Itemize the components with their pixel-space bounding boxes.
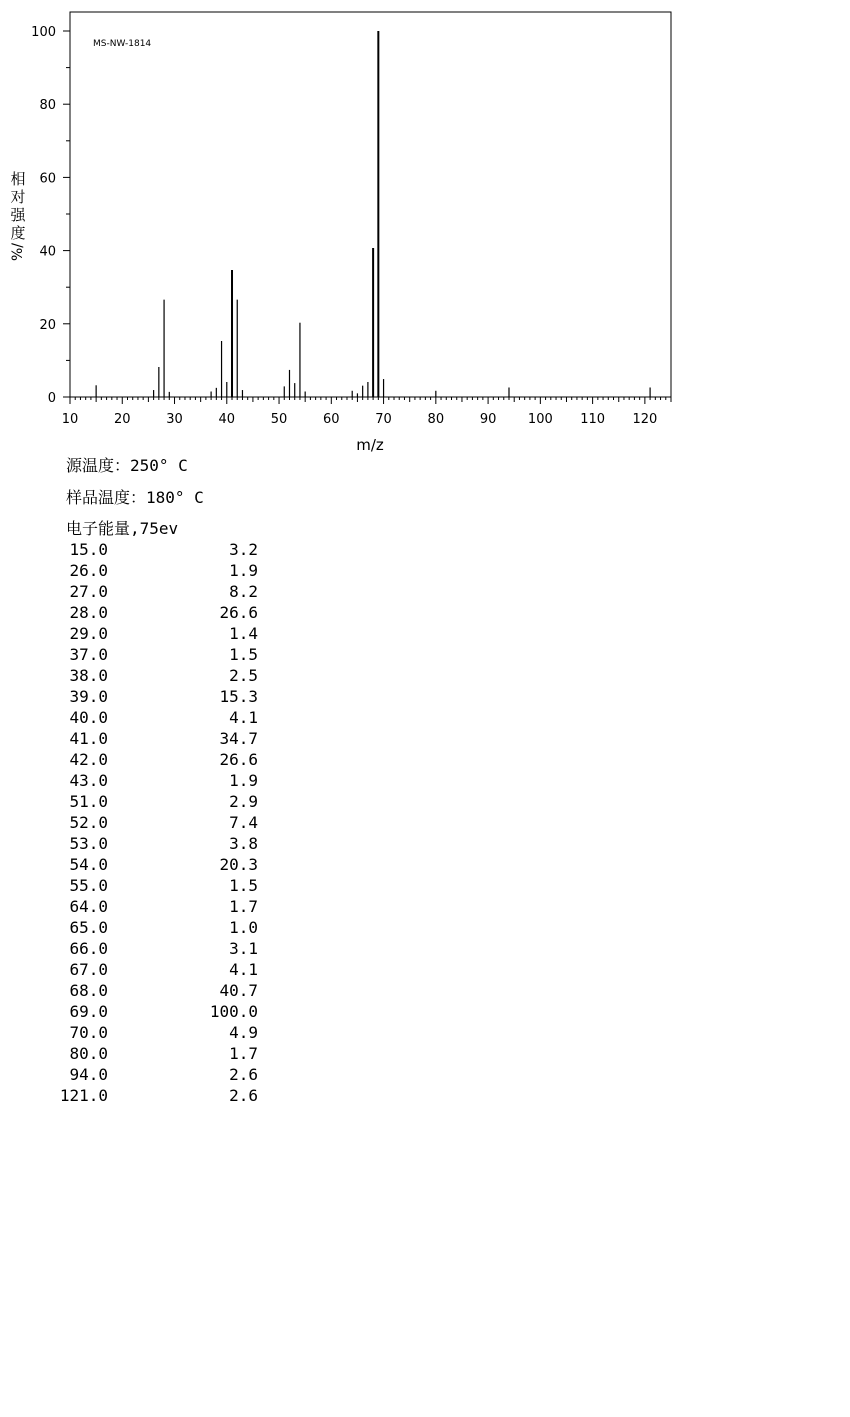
- peak-mz: 52.0: [69, 813, 108, 832]
- peak-intensity: 3.8: [229, 834, 258, 853]
- x-tick-label: 70: [375, 412, 392, 427]
- peak-intensity: 1.7: [229, 1044, 258, 1063]
- peak-mz: 15.0: [69, 540, 108, 559]
- peak-mz: 70.0: [69, 1023, 108, 1042]
- x-tick-label: 110: [580, 412, 606, 427]
- peak-mz: 38.0: [69, 666, 108, 685]
- electron-energy: 电子能量,75ev: [66, 519, 179, 538]
- x-tick-label: 60: [323, 412, 340, 427]
- x-tick-label: 80: [427, 412, 445, 427]
- peak-mz: 42.0: [69, 750, 108, 769]
- peak-mz: 26.0: [69, 561, 108, 580]
- peak-intensity: 8.2: [229, 582, 258, 601]
- peak-bars: [96, 31, 650, 397]
- x-tick-label: 20: [113, 412, 131, 427]
- x-tick-label: 90: [479, 412, 497, 427]
- x-tick-label: 100: [527, 412, 553, 427]
- y-axis-label-char: 相: [10, 170, 26, 188]
- peak-mz: 64.0: [69, 897, 108, 916]
- y-axis-label-char: 强: [10, 206, 26, 224]
- peak-mz: 54.0: [69, 855, 108, 874]
- peak-intensity: 1.5: [229, 645, 258, 664]
- peak-intensity: 2.6: [229, 1065, 258, 1084]
- peak-mz: 39.0: [69, 687, 108, 706]
- peak-intensity: 4.1: [229, 708, 258, 727]
- peak-intensity: 1.5: [229, 876, 258, 895]
- peak-intensity: 26.6: [219, 603, 258, 622]
- mass-spectrum-chart: [0, 0, 850, 460]
- x-tick-label: 10: [61, 412, 79, 427]
- y-tick-label: 40: [39, 244, 56, 260]
- peak-mz: 121.0: [59, 1086, 108, 1105]
- peak-intensity: 1.9: [229, 771, 258, 790]
- peak-mz: 28.0: [69, 603, 108, 622]
- peak-mz: 51.0: [69, 792, 108, 811]
- x-tick-label: 120: [632, 412, 658, 427]
- y-axis-label-char: 对: [10, 188, 26, 206]
- peak-intensity: 20.3: [219, 855, 258, 874]
- peak-mz: 80.0: [69, 1044, 108, 1063]
- y-axis-ticks: [31, 25, 70, 406]
- peak-mz: 40.0: [69, 708, 108, 727]
- plot-frame: [70, 12, 671, 397]
- peak-mz: 29.0: [69, 624, 108, 643]
- peak-intensity: 1.7: [229, 897, 258, 916]
- y-axis-label: [10, 170, 26, 261]
- peak-mz: 69.0: [69, 1002, 108, 1021]
- peak-intensity: 1.0: [229, 918, 258, 937]
- x-axis-label: m/z: [356, 436, 384, 454]
- peak-mz: 55.0: [69, 876, 108, 895]
- peak-mz: 66.0: [69, 939, 108, 958]
- y-tick-label: 0: [47, 391, 56, 406]
- peak-intensity: 7.4: [229, 813, 258, 832]
- y-tick-label: 60: [39, 171, 56, 187]
- peak-intensity: 26.6: [219, 750, 258, 769]
- y-tick-label: 100: [31, 25, 56, 40]
- x-tick-label: 40: [218, 412, 236, 427]
- peak-mz: 67.0: [69, 960, 108, 979]
- y-axis-label-char: 度: [10, 224, 26, 242]
- peak-mz: 37.0: [69, 645, 108, 664]
- peak-intensity: 100.0: [209, 1002, 258, 1021]
- peak-mz: 65.0: [69, 918, 108, 937]
- sample-temperature: 样品温度：180° C: [66, 488, 204, 507]
- peak-intensity: 1.4: [229, 624, 258, 643]
- peak-intensity: 1.9: [229, 561, 258, 580]
- y-tick-label: 80: [39, 98, 56, 114]
- peak-intensity: 15.3: [219, 687, 258, 706]
- x-tick-label: 50: [270, 412, 288, 427]
- x-tick-label: 30: [166, 412, 183, 427]
- peak-intensity: 40.7: [219, 981, 258, 1000]
- peak-mz: 27.0: [69, 582, 108, 601]
- y-tick-label: 20: [39, 317, 56, 333]
- peak-mz: 94.0: [69, 1065, 108, 1084]
- peak-intensity: 2.6: [229, 1086, 258, 1105]
- peak-intensity: 4.9: [229, 1023, 258, 1042]
- peak-intensity: 3.1: [229, 939, 258, 958]
- peak-intensity: 2.5: [229, 666, 258, 685]
- peak-intensity: 2.9: [229, 792, 258, 811]
- x-axis-ticks: [62, 397, 671, 427]
- peak-intensity: 34.7: [219, 729, 258, 748]
- peak-intensity: 3.2: [229, 540, 258, 559]
- source-temperature: 源温度：250° C: [66, 456, 188, 475]
- peak-mz: 53.0: [69, 834, 108, 853]
- chart-title: MS-NW-1814: [93, 39, 152, 49]
- y-axis-label-unit: %/: [10, 242, 26, 262]
- peak-mz: 68.0: [69, 981, 108, 1000]
- peak-intensity: 4.1: [229, 960, 258, 979]
- peak-mz: 41.0: [69, 729, 108, 748]
- peak-mz: 43.0: [69, 771, 108, 790]
